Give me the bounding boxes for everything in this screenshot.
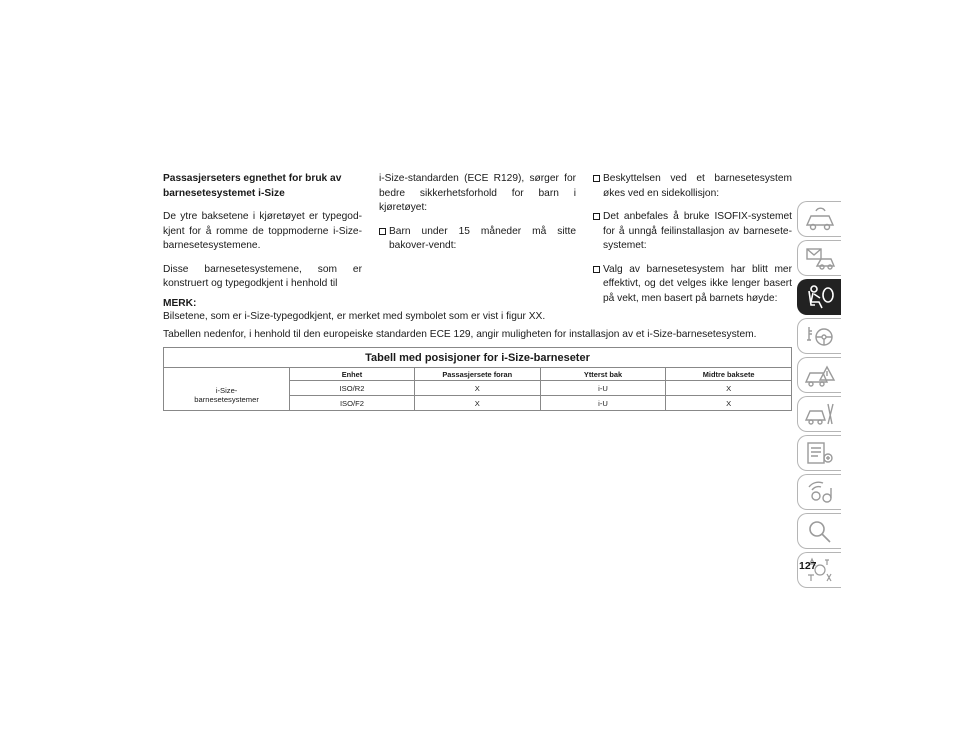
note-label: MERK: bbox=[163, 298, 197, 309]
tab-specifications[interactable] bbox=[797, 435, 841, 471]
table-cell: X bbox=[414, 396, 540, 411]
header-front-passenger: Passasjersete foran bbox=[414, 368, 540, 381]
note-text: Bilsetene, som er i-Size-typegodkjent, er merket med symbolet som er vist i figur XX. bbox=[163, 311, 546, 322]
table-cell: i-U bbox=[540, 381, 666, 396]
table-cell: i-U bbox=[540, 396, 666, 411]
header-middle-rear: Midtre baksete bbox=[666, 368, 792, 381]
seated-passenger-airbag-icon bbox=[803, 283, 837, 311]
row-label: i-Size- barnesetesystemer bbox=[164, 381, 290, 411]
note bbox=[163, 297, 793, 323]
tab-safety[interactable] bbox=[797, 279, 841, 315]
key-steering-wheel-icon bbox=[803, 322, 837, 350]
car-dashboard-icon bbox=[803, 205, 837, 233]
list-item: Det anbefales å bruke ISOFIX-systemet for å unngå feilinstallasjon av barnesete-systemet: bbox=[593, 210, 792, 254]
column-2 bbox=[379, 172, 576, 263]
tab-dashboard[interactable] bbox=[797, 201, 841, 237]
square-bullet-icon bbox=[379, 228, 386, 235]
car-tools-icon bbox=[803, 400, 837, 428]
car-warning-icon bbox=[803, 361, 837, 389]
tab-starting-driving[interactable] bbox=[797, 318, 841, 354]
checklist-icon bbox=[803, 439, 837, 467]
multimedia-icon bbox=[803, 478, 837, 506]
table-cell: X bbox=[666, 381, 792, 396]
magnifier-icon bbox=[803, 517, 837, 545]
tab-service[interactable] bbox=[797, 396, 841, 432]
table-cell: X bbox=[414, 381, 540, 396]
header-blank bbox=[164, 368, 290, 381]
paragraph: Disse barnesetesystemene, som er konstruert og typegodkjent i henhold til bbox=[163, 263, 362, 289]
list-item: Valg av barnesetesystem har blitt mer effektivt, og det velges ikke lenger basert på vekt, men basert på barnets høyde: bbox=[593, 263, 792, 307]
table-title: Tabell med posisjoner for i-Size-barneseter bbox=[164, 348, 792, 368]
square-bullet-icon bbox=[593, 213, 600, 220]
table-cell: ISO/F2 bbox=[290, 396, 415, 411]
page-number: 127 bbox=[799, 560, 817, 572]
table-intro: Tabellen nedenfor, i henhold til den europeiske standarden ECE 129, angir muligheten for installasjon av et i-Size-barnesetesystem. bbox=[163, 329, 757, 340]
chapter-tabs bbox=[797, 201, 841, 591]
tab-emergency[interactable] bbox=[797, 357, 841, 393]
square-bullet-icon bbox=[593, 266, 600, 273]
bullet-list bbox=[379, 225, 576, 254]
square-bullet-icon bbox=[593, 175, 600, 182]
table-cell: X bbox=[666, 396, 792, 411]
column-3 bbox=[593, 172, 792, 315]
list-item: Beskyttelsen ved et barnesetesystem økes ved en sidekollisjon: bbox=[593, 172, 792, 201]
column-1 bbox=[163, 172, 362, 301]
header-unit: Enhet bbox=[290, 368, 415, 381]
table-cell: ISO/R2 bbox=[290, 381, 415, 396]
isize-position-table bbox=[163, 347, 792, 411]
car-envelope-icon bbox=[803, 244, 837, 272]
tab-messages[interactable] bbox=[797, 240, 841, 276]
section-heading: Passasjerseters egnethet for bruk av barnesetesystemet i-Size bbox=[163, 173, 342, 199]
paragraph: De ytre baksetene i kjøretøyet er typegod-kjent for å romme de toppmoderne i-Size-barnesetesystemene. bbox=[163, 211, 362, 251]
bullet-list bbox=[593, 172, 792, 306]
paragraph: i-Size-standarden (ECE R129), sørger for bedre sikkerhetsforhold for barn i kjøretøyet: bbox=[379, 173, 576, 213]
tab-multimedia[interactable] bbox=[797, 474, 841, 510]
list-item: Barn under 15 måneder må sitte bakover-vendt: bbox=[379, 225, 576, 254]
tab-index[interactable] bbox=[797, 513, 841, 549]
header-outer-rear: Ytterst bak bbox=[540, 368, 666, 381]
